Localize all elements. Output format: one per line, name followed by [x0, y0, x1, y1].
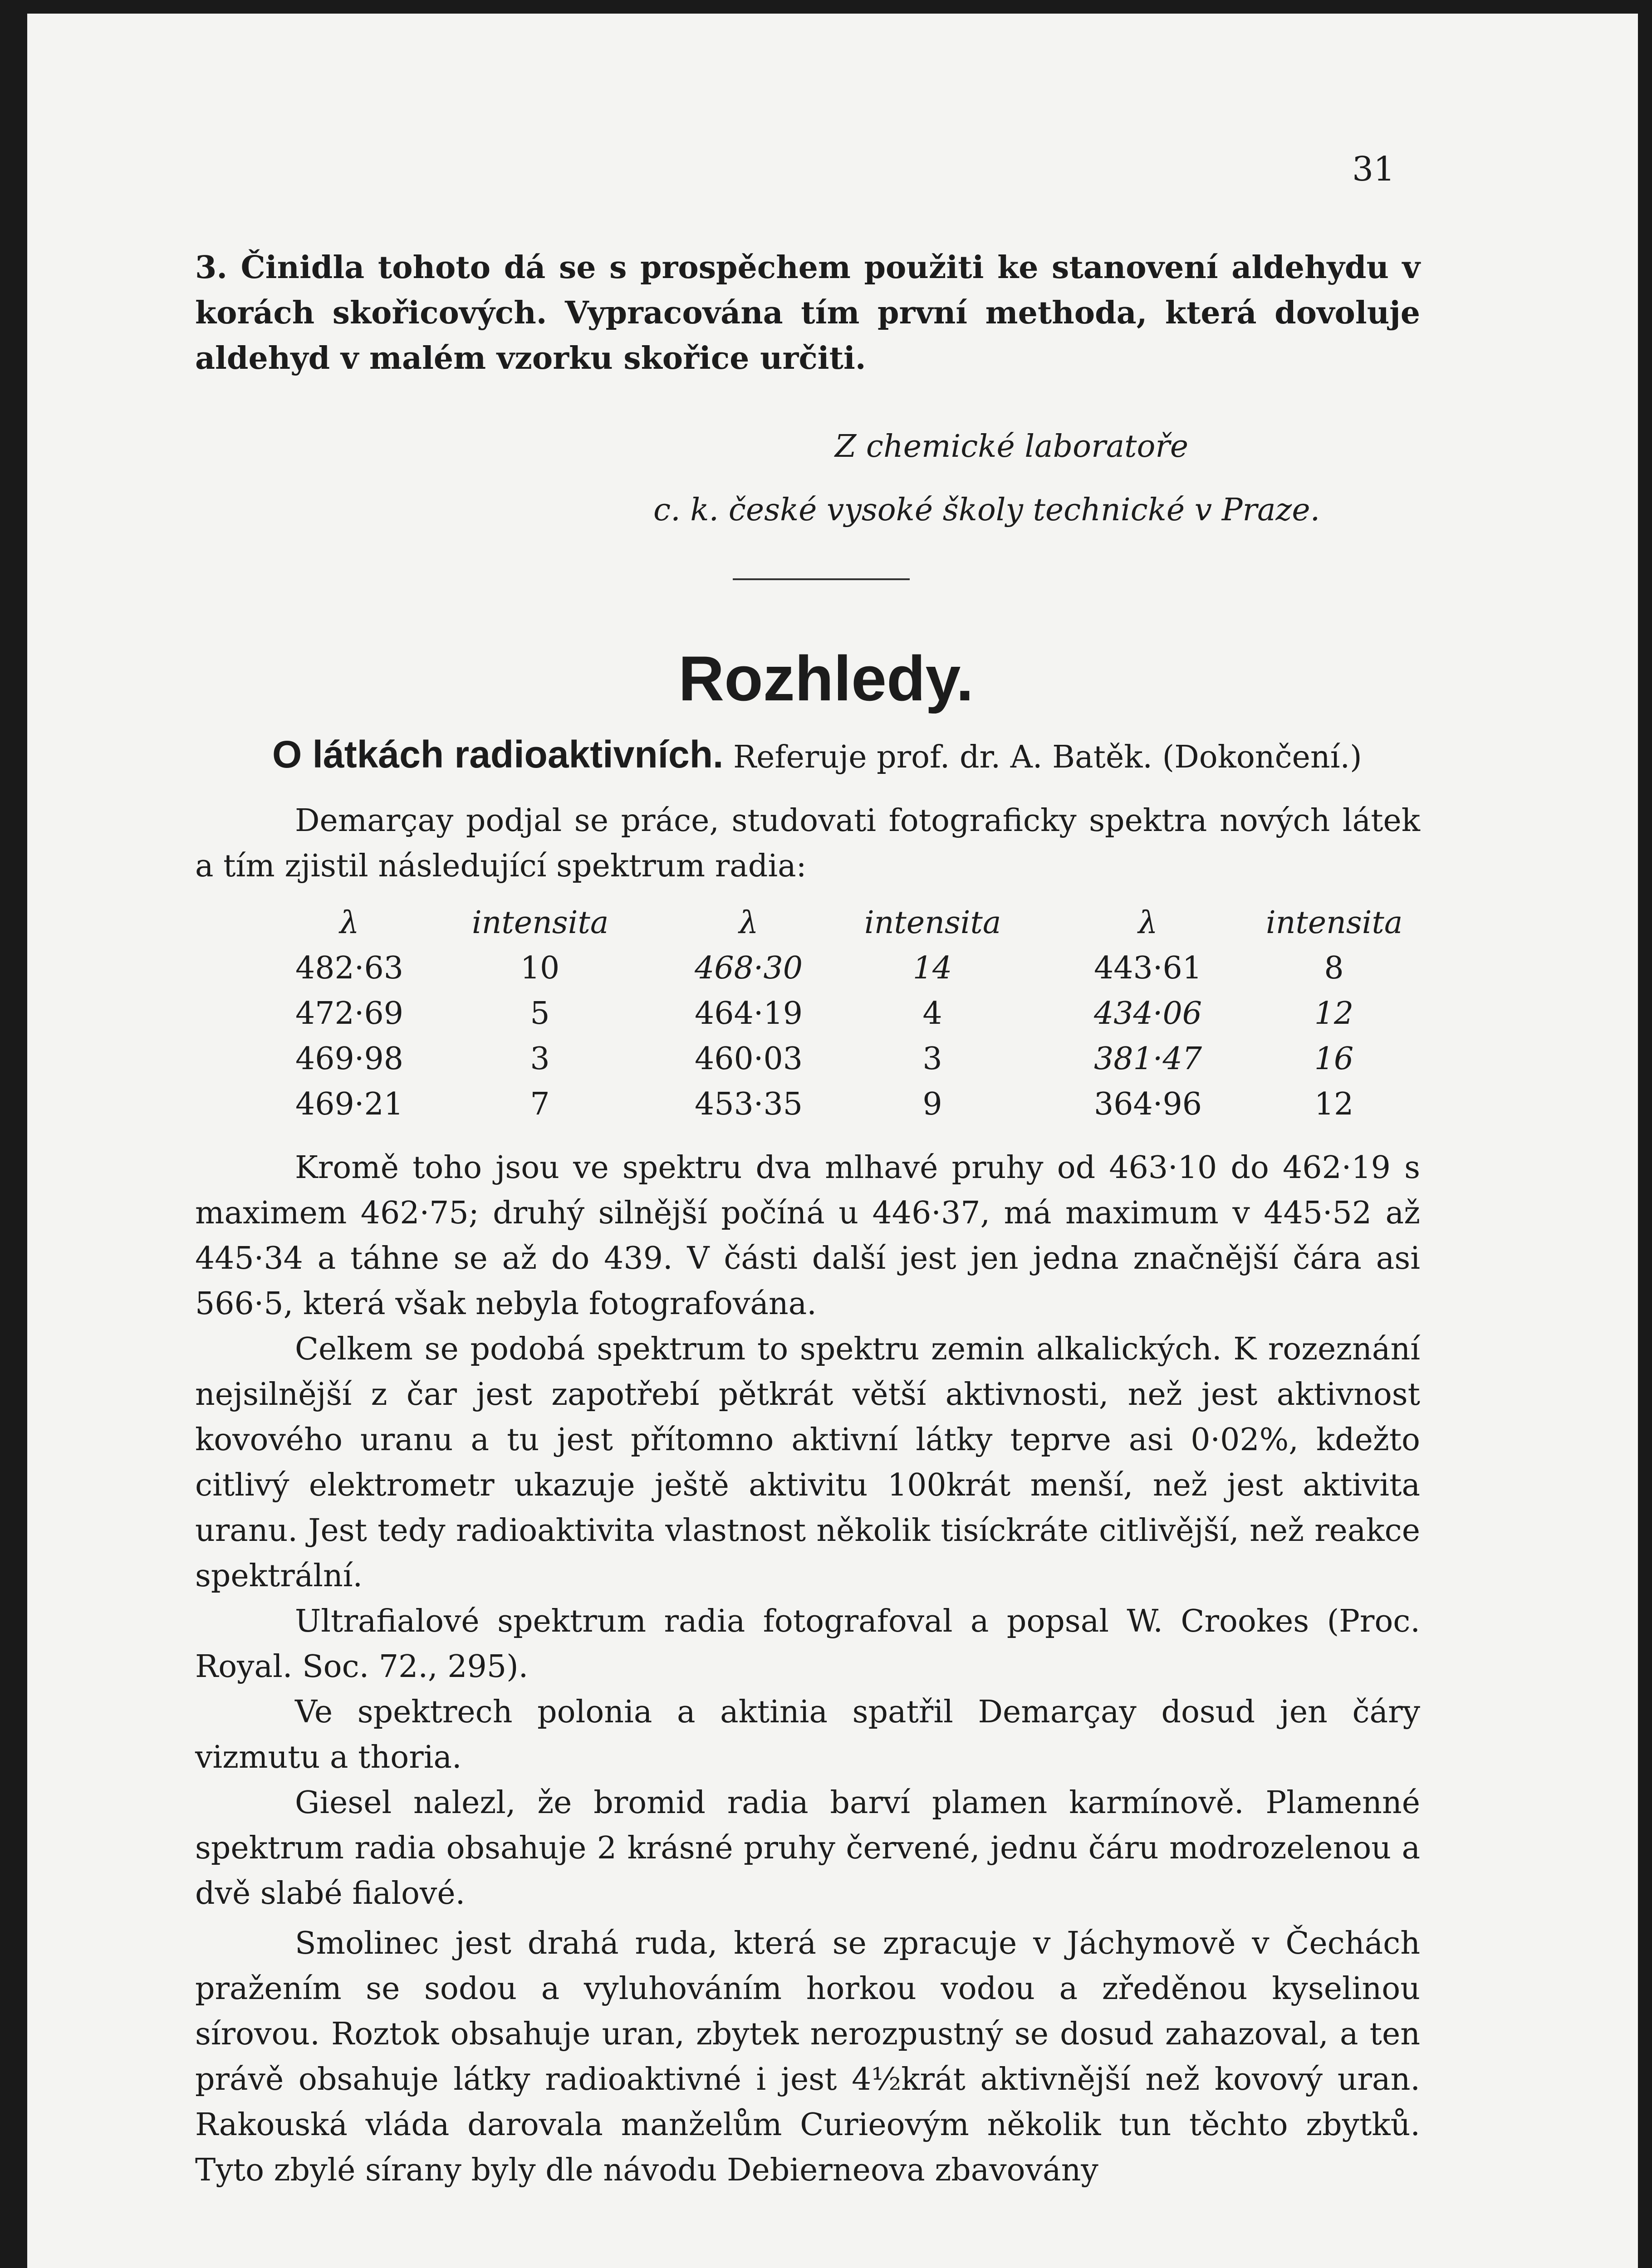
table-cell: 5 — [530, 996, 550, 1031]
table-cell: 464·19 — [695, 996, 803, 1031]
table-cell: 468·30 — [695, 950, 803, 986]
divider — [733, 578, 910, 580]
paragraph-ultrafialove: Ultrafialové spektrum radia fotografoval a popsal W. Crookes (Proc. Royal. Soc. 72., 295). — [195, 1603, 1420, 1685]
table-cell: 3 — [922, 1041, 942, 1077]
paragraph-polonia: Ve spektrech polonia a aktinia spatřil Demarçay dosud jen čáry vizmutu a thoria. — [195, 1694, 1420, 1775]
table-header-cell: intensita — [864, 905, 1001, 941]
table-cell: 472·69 — [295, 996, 403, 1031]
page-number: 31 — [1352, 150, 1395, 189]
table-header-cell: λ — [739, 905, 759, 941]
paragraph-celkem: Celkem se podobá spektrum to spektru zemin alkalických. K rozeznání nejsilnější z čar jest zapotřebí pětkrát větší aktivnosti, než jest aktivnost kovového uranu a tu jest přítomno aktivní látky teprve asi 0·02%, kdežto citlivý elektrometr ukazuje ještě aktivitu 100krát menší, než jest aktivita uranu. Jest tedy radioaktivita vlastnost několik tisíckráte citlivější, než reakce spektrální. — [195, 1331, 1420, 1594]
section-title: Rozhledy. — [678, 643, 974, 714]
table-cell: 12 — [1314, 996, 1354, 1031]
table-header-cell: λ — [339, 905, 359, 941]
table-header-cell: intensita — [472, 905, 609, 941]
table-cell: 453·35 — [695, 1086, 803, 1122]
table-header-cell: λ — [1138, 905, 1158, 941]
paragraph-smolinec: Smolinec jest drahá ruda, která se zpracuje v Jáchymově v Čechách pražením se sodou a vyluhováním horkou vodou a zředěnou kyselinou sírovou. Roztok obsahuje uran, zbytek nerozpustný se dosud zahazoval, a ten právě obsahuje látky radioaktivné i jest 4½krát aktivnější než kovový uran. Rakouská vláda darovala manželům Curieovým několik tun těchto zbytků. Tyto zbylé sírany byly dle návodu Debierneova zbavovány — [195, 1926, 1420, 2188]
table-header-cell: intensita — [1266, 905, 1403, 941]
table-cell: 14 — [912, 950, 952, 986]
paragraph-giesel: Giesel nalezl, že bromid radia barví plamen karmínově. Plamenné spektrum radia obsahuje 2 krásné pruhy červené, jednu čáru modrozelenou a dvě slabé fialové. — [195, 1785, 1420, 1911]
demarcay-paragraph: Demarçay podjal se práce, studovati fotograficky spektra nových látek a tím zjistil následující spektrum radia: — [195, 803, 1420, 884]
table-cell: 7 — [530, 1086, 550, 1122]
table-cell: 381·47 — [1094, 1041, 1202, 1077]
table-cell: 482·63 — [295, 950, 403, 986]
table-cell: 12 — [1314, 1086, 1354, 1122]
table-cell: 8 — [1324, 950, 1344, 986]
table-cell: 443·61 — [1094, 950, 1202, 986]
signature-line-2: c. k. české vysoké školy technické v Praze. — [653, 492, 1320, 528]
article-heading — [272, 733, 1362, 777]
signature-line-1: Z chemické laboratoře — [835, 429, 1189, 464]
table-cell: 460·03 — [695, 1041, 803, 1077]
table-cell: 469·98 — [295, 1041, 403, 1077]
table-cell: 4 — [922, 996, 942, 1031]
table-cell: 364·96 — [1094, 1086, 1202, 1122]
paragraph-krome: Kromě toho jsou ve spektru dva mlhavé pruhy od 463·10 do 462·19 s maximem 462·75; druhý silnější počíná u 446·37, má maximum v 445·52 až 445·34 a táhne se až do 439. V části další jest jen jedna značnější čára asi 566·5, která však nebyla fotografována. — [195, 1150, 1420, 1322]
table-cell: 3 — [530, 1041, 550, 1077]
table-cell: 9 — [922, 1086, 942, 1122]
table-cell: 469·21 — [295, 1086, 403, 1122]
table-cell: 10 — [520, 950, 560, 986]
table-cell: 434·06 — [1094, 996, 1202, 1031]
article-title: O látkách radioaktivních. — [272, 733, 724, 776]
intro-paragraph: 3. Činidla tohoto dá se s prospěchem použiti ke stanovení aldehydu v korách skořicových. Vypracována tím první methoda, která dovoluje aldehyd v malém vzorku skořice určiti. — [195, 249, 1420, 376]
table-cell: 16 — [1314, 1041, 1354, 1077]
article-byline: Referuje prof. dr. A. Batěk. (Dokončení.) — [733, 739, 1362, 775]
